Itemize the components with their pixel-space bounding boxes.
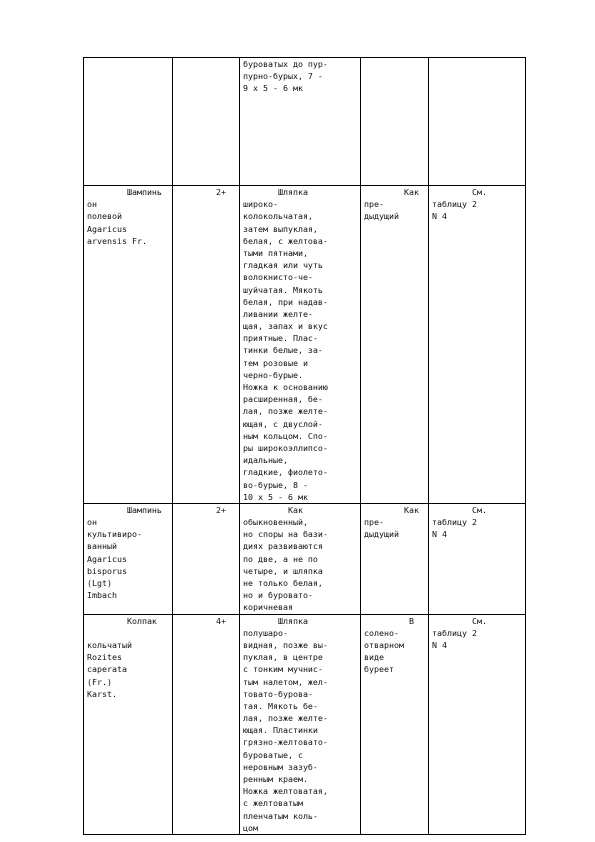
cell-line: с тонким мучнис- — [243, 664, 323, 675]
cell-line: гладкая или чуть — [243, 260, 323, 271]
cell-line: товато-бурова- — [243, 688, 313, 699]
cell-line: Karst. — [87, 688, 117, 699]
cell-line: См. — [432, 504, 487, 515]
cell-line: неровным зазуб- — [243, 761, 318, 772]
cell-line: таблицу 2 — [432, 517, 477, 528]
cell-line: Колпак — [87, 615, 157, 626]
cell-line: Как — [243, 504, 303, 515]
cell-difference — [361, 614, 429, 834]
cell-line: ным кольцом. Спо- — [243, 430, 328, 441]
cell-line: В — [364, 615, 414, 626]
cell-line: ры широкоэллипсо- — [243, 442, 328, 453]
cell-name — [84, 503, 173, 614]
cell-line: приятные. Плас- — [243, 333, 318, 344]
cell-line: культивиро- — [87, 529, 142, 540]
cell-line: волокнисто-че- — [243, 272, 313, 283]
cell-line: черно-бурые. — [243, 369, 303, 380]
cell-edibility — [173, 186, 240, 504]
cell-line: Шляпка — [243, 187, 308, 197]
cell-line: arvensis Fr. — [87, 235, 147, 246]
cell-line: буроватые, с — [243, 749, 303, 760]
cell-line: пурно-бурых, 7 - — [243, 71, 323, 82]
cell-name — [84, 186, 173, 504]
cell-line: но споры на бази- — [243, 529, 328, 540]
cell-line: таблицу 2 — [432, 199, 477, 210]
cell-name — [84, 58, 173, 186]
cell-difference — [361, 58, 429, 186]
cell-line: Шляпка — [243, 615, 308, 626]
cell-line: ющая, с двуслой- — [243, 418, 323, 429]
cell-line: пленчатым коль- — [243, 810, 318, 821]
mushroom-table — [83, 57, 526, 835]
cell-line: caperata — [87, 664, 127, 675]
cell-edibility — [173, 614, 240, 834]
cell-line: идальные, — [243, 455, 288, 466]
cell-line: тая. Мякоть бе- — [243, 700, 318, 711]
cell-see — [429, 503, 526, 614]
cell-line — [87, 627, 170, 639]
cell-line: таблицу 2 — [432, 627, 477, 638]
cell-see — [429, 614, 526, 834]
cell-line: (Lgt) — [87, 578, 112, 588]
cell-line: по две, а не по — [243, 553, 318, 564]
cell-line: 2+ — [176, 504, 226, 515]
cell-line: 2+ — [176, 187, 226, 197]
cell-difference — [361, 186, 429, 504]
cell-line: четыре, и шляпка — [243, 565, 323, 576]
cell-line: пре- — [364, 517, 384, 528]
cell-line: дыдущий — [364, 529, 399, 540]
cell-line: лая, позже желте- — [243, 406, 328, 417]
cell-line: ренным краем. — [243, 774, 308, 784]
cell-line: кольчатый — [87, 639, 132, 650]
cell-line: диях развиваются — [243, 541, 323, 552]
cell-line: Imbach — [87, 590, 117, 601]
cell-line: он — [87, 199, 97, 210]
cell-see — [429, 58, 526, 186]
cell-name — [84, 614, 173, 834]
cell-line: Шампинь — [87, 187, 162, 197]
cell-line: Как — [364, 187, 419, 197]
cell-line: виде — [364, 652, 384, 663]
table-row — [84, 58, 526, 186]
cell-line: тым налетом, жел- — [243, 676, 328, 687]
cell-line: шуйчатая. Мякоть — [243, 284, 323, 295]
cell-line: bisporus — [87, 565, 127, 576]
cell-line: буреет — [364, 664, 394, 675]
cell-line: колокольчатая, — [243, 211, 313, 222]
cell-line: буроватых до пур- — [243, 59, 328, 69]
cell-see — [429, 186, 526, 504]
cell-line: тинки белые, за- — [243, 345, 323, 356]
cell-line: пуклая, в центре — [243, 652, 323, 663]
table-row — [84, 186, 526, 504]
cell-line: видная, позже вы- — [243, 639, 328, 650]
cell-description — [240, 58, 361, 186]
cell-line: Ножка желтоватая, — [243, 786, 328, 797]
cell-edibility — [173, 503, 240, 614]
table-row — [84, 503, 526, 614]
cell-line: ющая. Пластинки — [243, 725, 318, 736]
cell-line: полевой — [87, 211, 122, 222]
cell-line: Ножка к основанию — [243, 382, 328, 392]
cell-line: Как — [364, 504, 419, 515]
cell-line: ливании желте- — [243, 308, 313, 319]
cell-line: Agaricus — [87, 223, 127, 234]
cell-line: грязно-желтовато- — [243, 737, 328, 748]
cell-line: полушаро- — [243, 627, 288, 638]
cell-line: Agaricus — [87, 553, 127, 564]
cell-line: обыкновенный, — [243, 517, 308, 528]
cell-line: затем выпуклая, — [243, 223, 318, 234]
cell-line: Шампинь — [87, 504, 162, 515]
cell-line: Rozites — [87, 652, 122, 663]
cell-line: 4+ — [176, 615, 226, 626]
cell-line: 10 х 5 - 6 мк — [243, 491, 308, 502]
cell-line: (Fr.) — [87, 676, 112, 687]
cell-edibility — [173, 58, 240, 186]
cell-line: не только белая, — [243, 578, 323, 588]
cell-line: N 4 — [432, 211, 447, 222]
cell-line: ванный — [87, 541, 117, 552]
cell-description — [240, 614, 361, 834]
cell-line: отварном — [364, 639, 404, 650]
cell-line: щая, запах и вкус — [243, 321, 328, 332]
cell-line: пре- — [364, 199, 384, 210]
cell-description — [240, 503, 361, 614]
cell-line: белая, при надав- — [243, 296, 328, 307]
cell-line: цом — [243, 822, 258, 833]
cell-line: См. — [432, 615, 487, 626]
cell-line: тем розовые и — [243, 357, 308, 368]
cell-line: широко- — [243, 199, 278, 210]
cell-line: но и буровато- — [243, 590, 313, 601]
cell-line: См. — [432, 187, 487, 197]
cell-line: N 4 — [432, 529, 447, 540]
cell-line: во-бурые, 8 - — [243, 479, 308, 490]
cell-line: гладкие, фиолето- — [243, 467, 328, 478]
cell-line: лая, позже желте- — [243, 713, 328, 724]
cell-line: дыдущий — [364, 211, 399, 222]
cell-difference — [361, 503, 429, 614]
table-row — [84, 614, 526, 834]
cell-line: N 4 — [432, 639, 447, 650]
cell-line: солено- — [364, 627, 399, 638]
cell-description — [240, 186, 361, 504]
cell-line: он — [87, 517, 97, 528]
cell-line: с желтоватым — [243, 798, 303, 809]
cell-line: 9 х 5 - 6 мк — [243, 83, 303, 94]
cell-line: расширенная, бе- — [243, 394, 323, 405]
cell-line: коричневая — [243, 602, 293, 613]
cell-line: белая, с желтова- — [243, 235, 328, 246]
cell-line: тыми пятнами, — [243, 247, 308, 258]
